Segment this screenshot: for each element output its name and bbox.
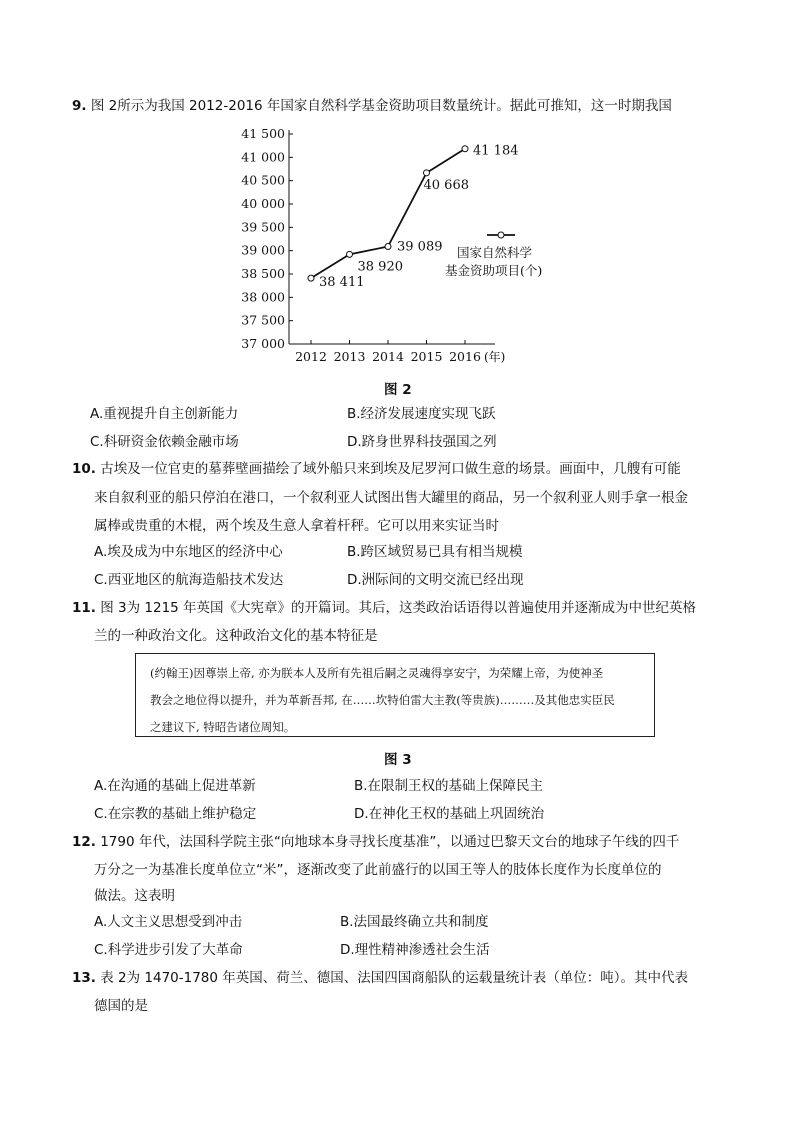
x-tick-label: 2014 <box>372 349 404 364</box>
data-point <box>385 244 391 250</box>
question-text-line: 表 2为 1470-1780 年英国、荷兰、德国、法国四国商船队的运载量统计表（单位：吨）。其中代表 <box>100 970 689 986</box>
question-11-stem <box>72 594 696 623</box>
data-label: 39 089 <box>397 239 443 255</box>
question-9-stem <box>72 92 672 121</box>
option-a[interactable]: A.人文主义思想受到冲击 <box>94 914 243 930</box>
question-number: 13. <box>72 970 96 986</box>
y-tick-label: 37 500 <box>241 312 285 328</box>
y-tick-label: 39 000 <box>241 242 285 258</box>
legend-text: 基金资助项目(个) <box>445 263 543 278</box>
data-label: 41 184 <box>473 143 519 159</box>
question-text-line: 1790 年代，法国科学院主张“向地球本身寻找长度基准”，以通过巴黎天文台的地球子午线的四千 <box>100 834 680 850</box>
question-text-line: 兰的一种政治文化。这种政治文化的基本特征是 <box>94 628 378 644</box>
figure-caption: 图 3 <box>384 752 412 768</box>
legend-text: 国家自然科学 <box>457 245 533 260</box>
option-a[interactable]: A.埃及成为中东地区的经济中心 <box>94 544 283 560</box>
question-text: 图 2所示为我国 2012-2016 年国家自然科学基金资助项目数量统计。据此可推知，这一时期我国 <box>90 98 672 114</box>
question-number: 11. <box>72 600 96 616</box>
option-b[interactable]: B.在限制王权的基础上保障民主 <box>354 778 544 794</box>
y-tick-label: 40 500 <box>241 172 285 188</box>
option-d[interactable]: D.跻身世界科技强国之列 <box>347 434 497 450</box>
question-text-line: 古埃及一位官吏的墓葬壁画描绘了域外船只来到埃及尼罗河口做生意的场景。画面中，几艘有可能 <box>100 461 681 477</box>
question-text-line: 德国的是 <box>94 998 148 1014</box>
option-c[interactable]: C.科学进步引发了大革命 <box>94 942 243 958</box>
option-b[interactable]: B.跨区域贸易已具有相当规模 <box>347 544 523 560</box>
option-c[interactable]: C.科研资金依赖金融市场 <box>90 434 239 450</box>
option-b[interactable]: B.经济发展速度实现飞跃 <box>347 406 496 422</box>
x-tick-label: 2015 <box>410 349 443 364</box>
x-tick-label: 2012 <box>295 349 327 364</box>
y-tick-label: 39 500 <box>241 219 285 235</box>
y-tick-label: 41 000 <box>241 149 285 165</box>
y-tick-label: 40 000 <box>241 196 285 211</box>
data-point <box>462 146 468 152</box>
y-tick-label: 38 000 <box>241 289 285 305</box>
data-label: 38 920 <box>357 259 403 275</box>
option-d[interactable]: D.在神化王权的基础上巩固统治 <box>354 806 545 822</box>
y-tick-label: 41 500 <box>241 126 285 141</box>
question-12-stem <box>72 828 679 857</box>
question-text-line: 万分之一为基准长度单位立“米”，逐渐改变了此前盛行的以国王等人的肢体长度作为长度单位的 <box>94 862 662 878</box>
question-10-stem <box>72 455 681 484</box>
figure-caption: 图 2 <box>384 382 412 398</box>
option-c[interactable]: C.在宗教的基础上维护稳定 <box>94 806 257 822</box>
option-b[interactable]: B.法国最终确立共和制度 <box>340 914 489 930</box>
y-tick-label: 37 000 <box>241 336 285 351</box>
quote-line: 教会之地位得以提升，并为革新吾邦, 在……坎特伯雷大主教(等贵族)………及其他忠实臣民 <box>150 693 615 707</box>
question-text-line: 图 3为 1215 年英国《大宪章》的开篇词。其后，这类政治话语得以普遍使用并逐渐成为中世纪英格 <box>100 600 697 616</box>
data-point <box>308 275 314 281</box>
quote-line: 之建议下, 特昭告诸位周知。 <box>150 720 296 734</box>
question-number: 9. <box>72 98 87 114</box>
quote-line: (约翰王)因尊崇上帝, 亦为朕本人及所有先祖后嗣之灵魂得享安宁，为荣耀上帝，为使神圣 <box>150 666 604 680</box>
quote-box <box>135 653 655 737</box>
y-tick-label: 38 500 <box>241 266 285 281</box>
question-number: 10. <box>72 461 96 477</box>
line-chart <box>225 122 570 372</box>
option-c[interactable]: C.西亚地区的航海造船技术发达 <box>94 572 284 588</box>
x-tick-label: 2016 <box>449 349 481 364</box>
x-tick-label: 2013 <box>333 349 366 364</box>
option-d[interactable]: D.理性精神渗透社会生活 <box>340 942 490 958</box>
question-text-line: 做法。这表明 <box>94 888 175 904</box>
data-label: 40 668 <box>423 177 469 193</box>
data-point <box>347 251 353 257</box>
question-13-stem <box>72 964 688 993</box>
question-text-line: 属棒或贵重的木棍，两个埃及生意人拿着杆秤。它可以用来实证当时 <box>94 518 499 534</box>
question-number: 12. <box>72 834 96 850</box>
x-axis-unit: (年) <box>484 350 506 364</box>
legend-marker <box>498 232 504 238</box>
option-a[interactable]: A.在沟通的基础上促进革新 <box>94 778 256 794</box>
option-a[interactable]: A.重视提升自主创新能力 <box>90 406 239 422</box>
data-label: 38 411 <box>319 275 365 291</box>
option-d[interactable]: D.洲际间的文明交流已经出现 <box>347 572 524 588</box>
data-point <box>424 170 430 176</box>
question-text-line: 来自叙利亚的船只停泊在港口，一个叙利亚人试图出售大罐里的商品，另一个叙利亚人则手拿一根金 <box>94 490 688 506</box>
